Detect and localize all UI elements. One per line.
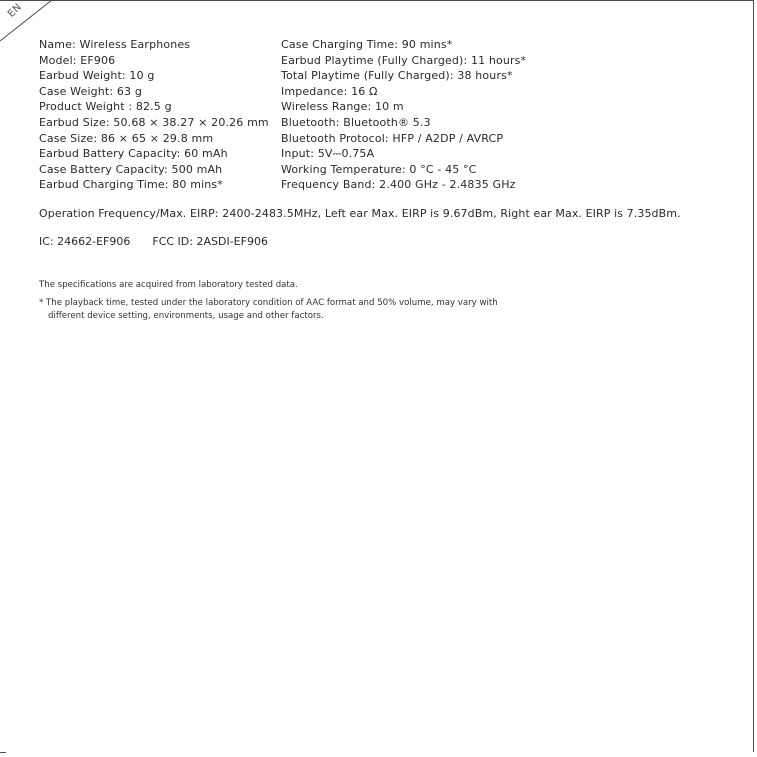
spec-model: Model: EF906 xyxy=(39,53,116,67)
operation-frequency-text: Operation Frequency/Max. EIRP: 2400-2483.5MHz, Left ear Max. EIRP is 9.67dBm, Right ear Max. EIRP is 7.35dBm. xyxy=(39,207,681,220)
spec-case-size: Case Size: 86 × 65 × 29.8 mm xyxy=(39,131,214,145)
spec-earbud-size: Earbud Size: 50.68 × 38.27 × 20.26 mm xyxy=(39,115,269,129)
note-playback-line2: different device setting, environments, usage and other factors. xyxy=(48,311,324,321)
note-playback xyxy=(39,297,498,323)
spec-name: Name: Wireless Earphones xyxy=(39,38,191,51)
certification-ids xyxy=(39,235,268,248)
spec-case-charging-time: Case Charging Time: 90 mins* xyxy=(281,38,453,51)
spec-earbud-charging-time: Earbud Charging Time: 80 mins* xyxy=(39,178,223,192)
spec-earbud-weight: Earbud Weight: 10 g xyxy=(39,69,155,83)
fcc-id: FCC ID: 2ASDI-EF906 xyxy=(152,235,268,248)
spec-impedance: Impedance: 16 Ω xyxy=(281,84,378,98)
note-lab-data: The specifications are acquired from laboratory tested data. xyxy=(39,280,298,290)
specs-right-column xyxy=(281,37,526,193)
language-tag: EN xyxy=(6,1,25,20)
spec-product-weight: Product Weight : 82.5 g xyxy=(39,100,172,114)
spec-frequency-band: Frequency Band: 2.400 GHz - 2.4835 GHz xyxy=(281,178,516,192)
spec-case-battery: Case Battery Capacity: 500 mAh xyxy=(39,162,223,176)
spec-earbud-battery: Earbud Battery Capacity: 60 mAh xyxy=(39,147,228,161)
spec-case-weight: Case Weight: 63 g xyxy=(39,84,142,98)
spec-bluetooth: Bluetooth: Bluetooth® 5.3 xyxy=(281,115,431,129)
spec-earbud-playtime: Earbud Playtime (Fully Charged): 11 hours* xyxy=(281,53,527,67)
spec-bluetooth-protocol: Bluetooth Protocol: HFP / A2DP / AVRCP xyxy=(281,131,504,145)
spec-total-playtime: Total Playtime (Fully Charged): 38 hours* xyxy=(281,69,513,83)
specs-left-column xyxy=(39,37,269,193)
spec-working-temperature: Working Temperature: 0 °C - 45 °C xyxy=(281,162,477,176)
spec-wireless-range: Wireless Range: 10 m xyxy=(281,100,404,114)
crop-mark xyxy=(0,752,6,757)
ic-id: IC: 24662-EF906 xyxy=(39,235,131,248)
footnotes xyxy=(39,279,498,323)
spec-input: Input: 5V⎓0.75A xyxy=(281,147,375,161)
note-playback-line1: * The playback time, tested under the laboratory condition of AAC format and 50% volume, may vary with xyxy=(39,298,498,308)
